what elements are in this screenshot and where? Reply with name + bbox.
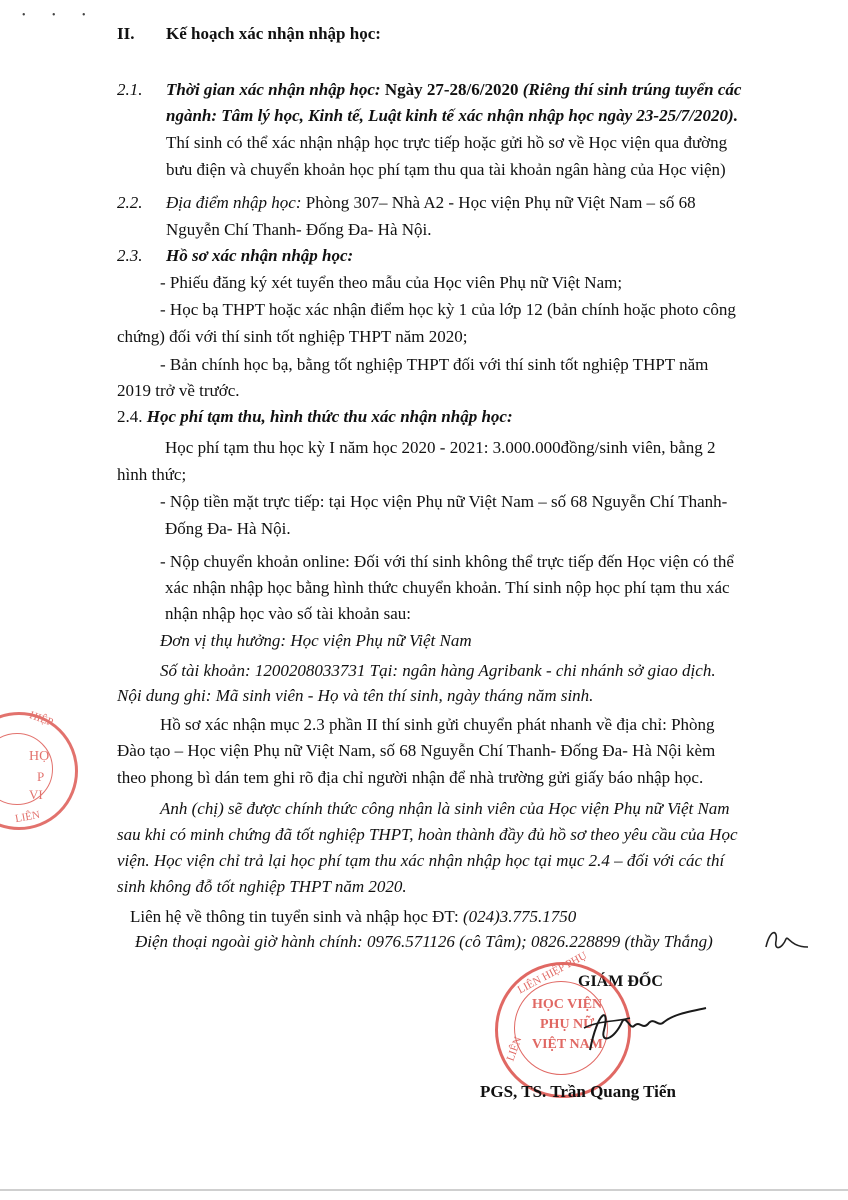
item-2-1-line-4: bưu điện và chuyển khoản học phí tạm thu qua tài khoản ngân hàng của Học viện) bbox=[166, 160, 726, 179]
scan-bottom-edge bbox=[0, 1189, 848, 1191]
item-number-2-3: 2.3. bbox=[117, 246, 143, 265]
item-2-4-line-1 bbox=[117, 405, 513, 429]
contact-line-1 bbox=[130, 905, 576, 929]
item-number-2-4: 2.4. bbox=[117, 407, 143, 426]
note-line-2: sau khi có minh chứng đã tốt nghiệp THPT, hoàn thành đầy đủ hồ sơ theo yêu cầu của Học bbox=[117, 825, 738, 844]
item-number-2-2: 2.2. bbox=[117, 193, 143, 212]
contact-phone: (024)3.775.1750 bbox=[462, 907, 577, 926]
note-line-1: Anh (chị) sẽ được chính thức công nhận là sinh viên của Học viện Phụ nữ Việt Nam bbox=[160, 799, 730, 818]
item-2-1-line-2: ngành: Tâm lý học, Kinh tế, Luật kinh tế xác nhận nhập học ngày 23-25/7/2020). bbox=[166, 106, 738, 125]
item-2-1-label: Thời gian xác nhận nhập học: bbox=[166, 80, 385, 99]
item-2-2-label: Địa điểm nhập học: bbox=[166, 193, 306, 212]
item-2-4-line-8: nhận nhập học vào số tài khoản sau: bbox=[165, 604, 411, 623]
initials-mark bbox=[762, 925, 812, 955]
item-2-1-note-1: (Riêng thí sinh trúng tuyển các bbox=[522, 80, 742, 99]
item-2-4-line-6: - Nộp chuyển khoản online: Đối với thí sinh không thể trực tiếp đến Học viện có thể bbox=[160, 552, 734, 571]
section-number: II. bbox=[117, 24, 135, 43]
signer-name: PGS, TS. Trần Quang Tiến bbox=[480, 1082, 676, 1101]
note-line-3: viện. Học viện chỉ trả lại học phí tạm thu xác nhận nhập học tại mục 2.4 – đối với các thí bbox=[117, 851, 725, 870]
beneficiary-line: Đơn vị thụ hưởng: Học viện Phụ nữ Việt Nam bbox=[160, 631, 472, 650]
item-number-2-1: 2.1. bbox=[117, 80, 143, 99]
scan-marks: • • • bbox=[22, 10, 98, 21]
item-2-2-body: Phòng 307– Nhà A2 - Học viện Phụ nữ Việt Nam – số 68 bbox=[305, 193, 696, 212]
item-2-3-bullet-2-cont: chứng) đối với thí sinh tốt nghiệp THPT năm 2020; bbox=[117, 327, 468, 346]
item-2-4-label: Học phí tạm thu, hình thức thu xác nhận nhập học: bbox=[146, 407, 513, 426]
item-2-4-line-5: Đống Đa- Hà Nội. bbox=[165, 519, 291, 538]
item-2-1-date: Ngày 27-28/6/2020 bbox=[384, 80, 523, 99]
dossier-line-3: theo phong bì dán tem ghi rõ địa chỉ người nhận để nhà trường gửi giấy báo nhập học. bbox=[117, 768, 704, 787]
contact-line-2: Điện thoại ngoài giờ hành chính: 0976.571126 (cô Tâm); 0826.228899 (thầy Thắng) bbox=[135, 932, 713, 951]
item-2-4-line-2: Học phí tạm thu học kỳ I năm học 2020 - 2021: 3.000.000đồng/sinh viên, bằng 2 bbox=[165, 438, 716, 457]
account-line: Số tài khoản: 1200208033731 Tại: ngân hàng Agribank - chi nhánh sở giao dịch. bbox=[160, 661, 716, 680]
item-2-3-bullet-3-cont: 2019 trở về trước. bbox=[117, 381, 240, 400]
left-partial-stamp: HIỆP HỌ P VI LIÊN bbox=[0, 712, 78, 830]
note-line-4: sinh không đỗ tốt nghiệp THPT năm 2020. bbox=[117, 877, 407, 896]
item-2-2-line-2: Nguyễn Chí Thanh- Đống Đa- Hà Nội. bbox=[166, 220, 432, 239]
item-2-1-line-1 bbox=[166, 78, 741, 102]
item-2-2-line-1 bbox=[166, 191, 696, 215]
item-2-3-bullet-1: - Phiếu đăng ký xét tuyển theo mẫu của Học viên Phụ nữ Việt Nam; bbox=[160, 273, 623, 292]
item-2-4-line-4: - Nộp tiền mặt trực tiếp: tại Học viện Phụ nữ Việt Nam – số 68 Nguyễn Chí Thanh- bbox=[160, 492, 728, 511]
item-2-4-line-7: xác nhận nhập học bằng hình thức chuyển khoản. Thí sinh nộp học phí tạm thu xác bbox=[165, 578, 730, 597]
section-title: Kế hoạch xác nhận nhập học: bbox=[166, 24, 381, 43]
item-2-3-bullet-2: - Học bạ THPT hoặc xác nhận điểm học kỳ 1 của lớp 12 (bản chính hoặc photo công bbox=[160, 300, 736, 319]
item-2-4-line-3: hình thức; bbox=[117, 465, 187, 484]
item-2-3-label: Hồ sơ xác nhận nhập học: bbox=[166, 246, 354, 265]
item-2-3-bullet-3: - Bản chính học bạ, bằng tốt nghiệp THPT đối với thí sinh tốt nghiệp THPT năm bbox=[160, 355, 709, 374]
item-2-1-line-3: Thí sinh có thể xác nhận nhập học trực tiếp hoặc gửi hồ sơ về Học viện qua đường bbox=[166, 133, 728, 152]
official-seal: LIÊN HIỆP PHỤ LIÊN HỌC VIỆN PHỤ NỮ VIỆT NAM bbox=[495, 962, 631, 1098]
dossier-line-2: Đào tạo – Học viện Phụ nữ Việt Nam, số 68 Nguyễn Chí Thanh- Đống Đa- Hà Nội kèm bbox=[117, 741, 716, 760]
director-signature bbox=[570, 1000, 710, 1060]
transfer-content-line: Nội dung ghi: Mã sinh viên - Họ và tên thí sinh, ngày tháng năm sinh. bbox=[117, 686, 594, 705]
contact-label: Liên hệ về thông tin tuyển sinh và nhập học ĐT: bbox=[130, 907, 463, 926]
dossier-line-1: Hồ sơ xác nhận mục 2.3 phần II thí sinh gửi chuyển phát nhanh về địa chỉ: Phòng bbox=[160, 715, 715, 734]
signer-title: GIÁM ĐỐC bbox=[578, 973, 663, 990]
